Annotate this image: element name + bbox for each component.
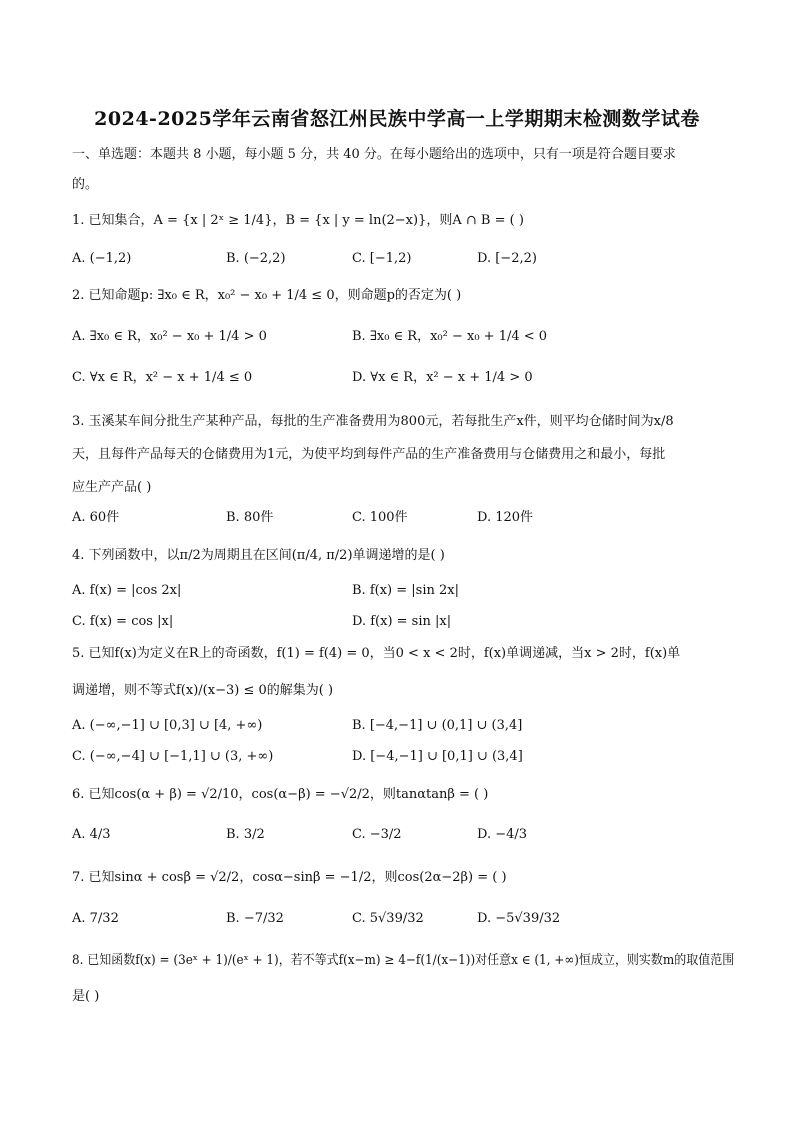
question-2-stem: 2. 已知命题p: ∃x₀ ∈ R，x₀² − x₀ + 1/4 ≤ 0，则命题p的否定为( )	[72, 288, 462, 303]
question-4-option-d: D. f(x) = sin |x|	[352, 614, 452, 629]
question-6-option-d: D. −4/3	[477, 827, 528, 842]
question-2-option-b: B. ∃x₀ ∈ R，x₀² − x₀ + 1/4 < 0	[352, 329, 548, 344]
question-1-option-a: A. (−1,2)	[72, 251, 132, 266]
question-2-option-a: A. ∃x₀ ∈ R，x₀² − x₀ + 1/4 > 0	[72, 329, 267, 344]
page-title: 2024-2025学年云南省怒江州民族中学高一上学期期末检测数学试卷	[94, 108, 700, 130]
question-2-option-c: C. ∀x ∈ R，x² − x + 1/4 ≤ 0	[72, 370, 253, 385]
question-5-line2: 调递增，则不等式f(x)/(x−3) ≤ 0的解集为( )	[72, 683, 334, 698]
question-7-stem: 7. 已知sinα + cosβ = √2/2，cosα−sinβ = −1/2，则cos(2α−2β) = ( )	[72, 870, 507, 885]
question-3-option-d: D. 120件	[477, 510, 534, 525]
question-3-line2: 天，且每件产品每天的仓储费用为1元，为使平均到每件产品的生产准备费用与仓储费用之和最小，每批	[72, 447, 666, 462]
question-1-option-b: B. (−2,2)	[226, 251, 286, 266]
question-5-line1: 5. 已知f(x)为定义在R上的奇函数，f(1) = f(4) = 0，当0 < x < 2时，f(x)单调递减，当x > 2时，f(x)单	[72, 646, 681, 661]
question-6-stem: 6. 已知cos(α + β) = √2/10，cos(α−β) = −√2/2，则tanαtanβ = ( )	[72, 787, 489, 802]
question-3-line1: 3. 玉溪某车间分批生产某种产品，每批的生产准备费用为800元，若每批生产x件，则平均仓储时间为x/8	[72, 414, 674, 429]
question-4-stem: 4. 下列函数中，以π/2为周期且在区间(π/4, π/2)单调递增的是( )	[72, 548, 445, 563]
question-3-option-a: A. 60件	[72, 510, 120, 525]
question-8-line1: 8. 已知函数f(x) = (3eˣ + 1)/(eˣ + 1)，若不等式f(x−m) ≥ 4−f(1/(x−1))对任意x ∈ (1, +∞)恒成立，则实数m的取值范围	[72, 953, 735, 968]
question-5-option-b: B. [−4,−1] ∪ (0,1] ∪ (3,4]	[352, 718, 523, 733]
question-7-option-b: B. −7/32	[226, 911, 284, 926]
question-2-option-d: D. ∀x ∈ R，x² − x + 1/4 > 0	[352, 370, 533, 385]
question-8-line2: 是( )	[72, 989, 100, 1004]
question-7-option-d: D. −5√39/32	[477, 911, 561, 926]
question-1-option-c: C. [−1,2)	[352, 251, 412, 266]
question-6-option-b: B. 3/2	[226, 827, 265, 842]
question-5-option-c: C. (−∞,−4] ∪ [−1,1] ∪ (3, +∞)	[72, 749, 274, 764]
question-5-option-d: D. [−4,−1] ∪ [0,1] ∪ (3,4]	[352, 749, 523, 764]
question-3-option-b: B. 80件	[226, 510, 274, 525]
question-5-option-a: A. (−∞,−1] ∪ [0,3] ∪ [4, +∞)	[72, 718, 263, 733]
question-3-line3: 应生产产品( )	[72, 480, 152, 495]
section-heading-line1: 一、单选题：本题共 8 小题，每小题 5 分，共 40 分。在每小题给出的选项中，只有一项是符合题目要求	[72, 147, 676, 162]
question-7-option-c: C. 5√39/32	[352, 911, 424, 926]
question-4-option-c: C. f(x) = cos |x|	[72, 614, 174, 629]
question-6-option-a: A. 4/3	[72, 827, 111, 842]
question-4-option-a: A. f(x) = |cos 2x|	[72, 583, 182, 598]
question-6-option-c: C. −3/2	[352, 827, 402, 842]
question-3-option-c: C. 100件	[352, 510, 408, 525]
question-7-option-a: A. 7/32	[72, 911, 119, 926]
question-1-option-d: D. [−2,2)	[477, 251, 537, 266]
question-4-option-b: B. f(x) = |sin 2x|	[352, 583, 459, 598]
section-heading-line2: 的。	[72, 177, 99, 192]
question-1-stem: 1. 已知集合，A = {x | 2ˣ ≥ 1/4}，B = {x | y = ln(2−x)}，则A ∩ B = ( )	[72, 213, 524, 228]
